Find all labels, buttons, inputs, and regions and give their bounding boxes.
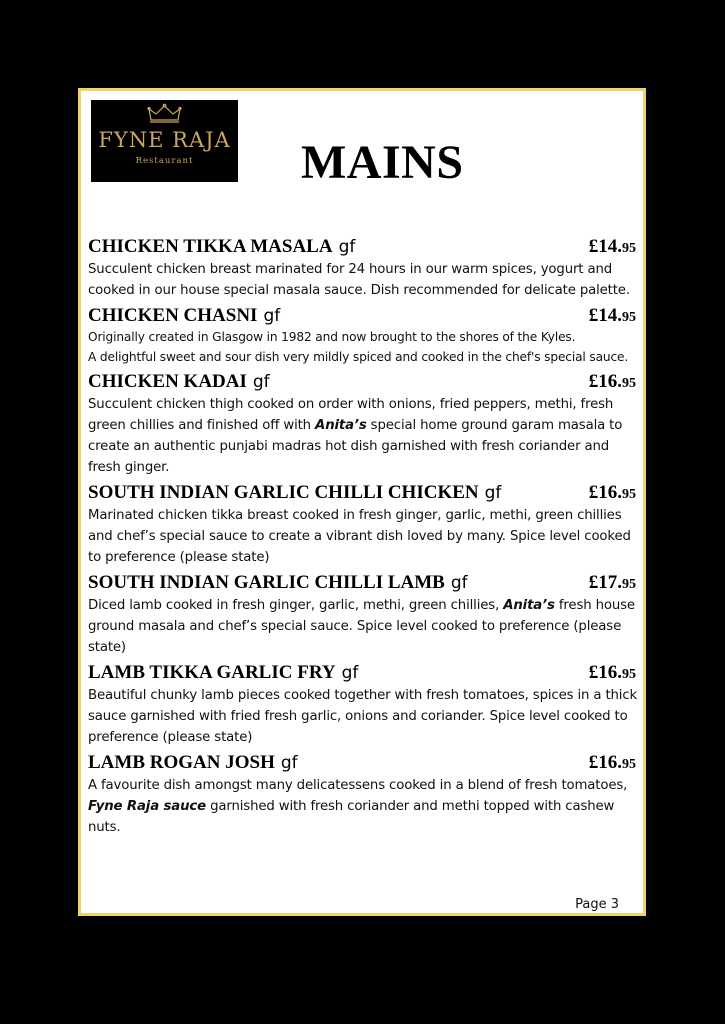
dish-description: Originally created in Glasgow in 1982 and now brought to the shores of the Kyles. <box>88 330 576 344</box>
dish-description: Marinated chicken tikka breast cooked in fresh ginger, garlic, methi, green chillies and chef’s special sauce to create a vibrant dish loved by many. Spice level cooked to preference (please state) <box>88 508 631 565</box>
dish-description: Succulent chicken thigh cooked on order with onions, fried peppers, methi, fresh green chillies and finished off with Anita’s special home ground garam masala to create an authentic punjabi madras hot dish garnished with fresh coriander and fresh ginger. <box>88 397 623 475</box>
gluten-free-tag: gf <box>484 483 502 503</box>
dish-price: £14.95 <box>588 305 636 326</box>
dish-name: LAMB ROGAN JOSH gf <box>88 752 298 773</box>
page-title: MAINS <box>301 136 464 189</box>
menu-item <box>88 568 640 658</box>
menu-item <box>88 232 640 301</box>
menu-item-header <box>88 367 640 394</box>
dish-description: A delightful sweet and sour dish very mildly spiced and cooked in the chef's special sauce. <box>88 349 629 364</box>
menu-item-header <box>88 232 640 259</box>
menu-item <box>88 658 640 748</box>
gluten-free-tag: gf <box>341 663 359 683</box>
highlighted-text: Anita’s <box>503 598 555 613</box>
dish-price: £16.95 <box>588 371 636 392</box>
crown-icon <box>91 103 238 123</box>
gluten-free-tag: gf <box>280 753 298 773</box>
highlighted-text: Fyne Raja sauce <box>88 799 207 814</box>
gluten-free-tag: gf <box>252 372 270 392</box>
menu-item <box>88 748 640 838</box>
menu-item-header <box>88 478 640 505</box>
dish-name: LAMB TIKKA GARLIC FRY gf <box>88 662 359 683</box>
gluten-free-tag: gf <box>338 237 356 257</box>
gluten-free-tag: gf <box>263 306 281 326</box>
menu-item <box>88 367 640 478</box>
dish-description: Succulent chicken breast marinated for 24 hours in our warm spices, yogurt and cooked in our house special masala sauce. Dish recommended for delicate palette. <box>88 262 630 298</box>
menu-item-header <box>88 568 640 595</box>
dish-price: £16.95 <box>588 482 636 503</box>
menu-list <box>88 232 640 838</box>
dish-description: Diced lamb cooked in fresh ginger, garlic, methi, green chillies, Anita’s fresh house ground masala and chef’s special sauce. Spice level cooked to preference (please state) <box>88 598 635 655</box>
dish-price: £16.95 <box>588 662 636 683</box>
restaurant-logo <box>91 100 238 182</box>
dish-price: £16.95 <box>588 752 636 773</box>
dish-name: SOUTH INDIAN GARLIC CHILLI CHICKEN gf <box>88 482 502 503</box>
menu-item <box>88 301 640 367</box>
menu-item <box>88 478 640 568</box>
dish-name: CHICKEN KADAI gf <box>88 371 270 392</box>
menu-item-header <box>88 748 640 775</box>
dish-description: Beautiful chunky lamb pieces cooked together with fresh tomatoes, spices in a thick sauce garnished with fried fresh garlic, onions and coriander. Spice level cooked to preference (please state) <box>88 688 638 745</box>
dish-name: SOUTH INDIAN GARLIC CHILLI LAMB gf <box>88 572 468 593</box>
menu-page <box>78 88 646 916</box>
page-number: Page 3 <box>575 897 619 912</box>
dish-price: £14.95 <box>588 236 636 257</box>
logo-subtitle: Restaurant <box>135 156 194 166</box>
dish-name: CHICKEN TIKKA MASALA gf <box>88 236 356 257</box>
menu-item-header <box>88 658 640 685</box>
gluten-free-tag: gf <box>450 573 468 593</box>
dish-description: A favourite dish amongst many delicatessens cooked in a blend of fresh tomatoes, Fyne Raja sauce garnished with fresh coriander and methi topped with cashew nuts. <box>88 778 628 835</box>
menu-item-header <box>88 301 640 328</box>
dish-price: £17.95 <box>588 572 636 593</box>
highlighted-text: Anita’s <box>315 418 367 433</box>
logo-name: FYNE RAJA <box>98 128 231 152</box>
dish-name: CHICKEN CHASNI gf <box>88 305 281 326</box>
